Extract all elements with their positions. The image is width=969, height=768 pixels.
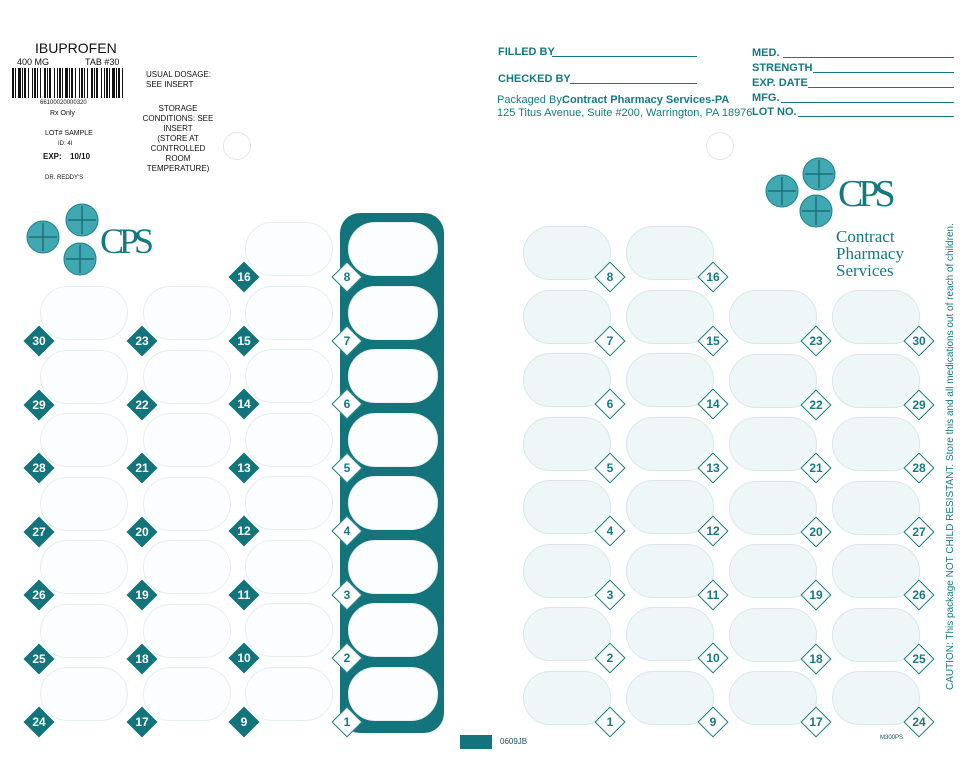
day-number-label: 13 <box>706 460 720 475</box>
form-count: TAB #30 <box>85 57 120 67</box>
storage-conditions: STORAGE CONDITIONS: SEE INSERT (STORE AT CONTROLLED ROOM TEMPERATURE) <box>142 104 214 173</box>
punch-hole-left <box>223 132 251 160</box>
day-number-label: 25 <box>912 651 926 666</box>
day-number-label: 7 <box>606 333 614 348</box>
day-number-label: 12 <box>706 524 720 538</box>
day-number-label: 2 <box>343 651 351 665</box>
day-number-label: 29 <box>32 397 46 412</box>
color-code-bar <box>460 735 492 749</box>
rx-only: Rx Only <box>50 110 75 117</box>
filled-by-label: FILLED BY <box>498 46 555 58</box>
day-number-label: 27 <box>32 524 46 539</box>
cps-monogram-left: CPS <box>100 221 150 261</box>
day-number-label: 21 <box>135 461 149 475</box>
cps-logo-right <box>762 155 842 230</box>
day-number-label: 15 <box>706 333 720 348</box>
day-number-label: 8 <box>343 270 351 284</box>
caution-text: CAUTION: This package NOT CHILD RESISTANT. Store this and all medications out of reach of children. <box>945 223 956 690</box>
lot-number: LOT# SAMPLE <box>45 130 93 137</box>
packager-address: 125 Titus Avenue, Suite #200, Warrington, PA 18976 <box>497 107 753 119</box>
day-number-label: 5 <box>606 460 614 475</box>
packaged-by-prefix: Packaged By: <box>497 94 565 106</box>
manufacturer: DR. REDDY'S <box>45 175 84 181</box>
day-number-label: 22 <box>809 397 823 412</box>
day-number-label: 11 <box>706 587 720 602</box>
day-number-label: 24 <box>32 715 46 729</box>
checked-by-label: CHECKED BY <box>498 73 571 85</box>
day-number-label: 1 <box>606 714 614 729</box>
filled-by-line <box>552 56 697 57</box>
day-number-label: 3 <box>343 587 351 602</box>
lot-no-field-label: LOT NO. <box>752 106 797 118</box>
day-number-label: 6 <box>343 397 351 411</box>
punch-hole-right <box>706 132 734 160</box>
mfg-field-line <box>781 102 954 103</box>
lot-no-field-line <box>798 116 954 117</box>
day-number-label: 8 <box>606 270 614 284</box>
day-number-label: 16 <box>237 270 251 284</box>
day-number-label: 29 <box>912 397 926 412</box>
day-number-label: 26 <box>912 588 926 602</box>
barcode-number: 66100020000320 <box>40 100 87 106</box>
exp-value: 10/10 <box>70 152 91 161</box>
exp-date-field-line <box>808 87 954 88</box>
day-number-label: 21 <box>809 461 823 475</box>
day-number-label: 4 <box>606 524 614 538</box>
med-field-label: MED. <box>752 47 780 59</box>
drug-name: IBUPROFEN <box>35 40 117 56</box>
day-number-label: 23 <box>135 334 149 348</box>
day-number-label: 9 <box>240 714 248 729</box>
exp-label: EXP: <box>43 152 62 161</box>
day-number-label: 10 <box>237 651 251 665</box>
day-number-label: 11 <box>237 587 251 602</box>
day-number-label: 3 <box>606 587 614 602</box>
day-number-label: 20 <box>809 524 823 539</box>
day-number-label: 14 <box>237 397 251 411</box>
day-number-label: 1 <box>343 714 351 729</box>
day-number-label: 4 <box>343 524 351 538</box>
day-number-label: 17 <box>135 715 149 729</box>
logo-text-contract: Contract <box>836 227 895 246</box>
checked-by-line <box>570 83 697 84</box>
strength-field-label: STRENGTH <box>752 62 813 74</box>
id-code: ID: 4I <box>58 141 73 147</box>
day-number-label: 19 <box>809 588 823 602</box>
logo-text-services: Services <box>836 261 894 280</box>
jb-code: 0609JB <box>500 737 528 746</box>
day-number-label: 23 <box>809 334 823 348</box>
day-number-label: 5 <box>343 460 351 475</box>
day-number-label: 12 <box>237 524 251 538</box>
day-number-label: 24 <box>912 715 926 729</box>
day-number-label: 17 <box>809 715 823 729</box>
mfg-field-label: MFG. <box>752 92 780 104</box>
packager-name: Contract Pharmacy Services-PA <box>562 94 730 106</box>
cps-monogram-right: CPS <box>838 173 891 215</box>
drug-strength: 400 MG <box>17 57 50 67</box>
med-field-line <box>783 57 954 58</box>
day-number-label: 20 <box>135 524 149 539</box>
day-number-label: 19 <box>135 588 149 602</box>
day-number-label: 7 <box>343 333 351 348</box>
day-number-label: 9 <box>709 714 717 729</box>
barcode <box>12 68 126 98</box>
day-number-label: 25 <box>32 651 46 666</box>
day-number-label: 15 <box>237 333 251 348</box>
day-number-label: 18 <box>809 651 823 666</box>
logo-text-pharmacy: Pharmacy <box>836 244 904 263</box>
day-number-label: 6 <box>606 397 614 411</box>
day-number-label: 13 <box>237 460 251 475</box>
day-number-label: 14 <box>706 397 720 411</box>
strength-field-line <box>813 72 954 73</box>
day-number-label: 30 <box>32 334 46 348</box>
usual-dosage: USUAL DOSAGE: SEE INSERT <box>146 70 212 89</box>
day-number-label: 2 <box>606 651 614 665</box>
day-number-label: 30 <box>912 334 926 348</box>
day-number-label: 28 <box>32 461 46 475</box>
exp-date-field-label: EXP. DATE <box>752 77 808 89</box>
day-number-label: 16 <box>706 270 720 284</box>
model-code: M300PS <box>880 735 904 741</box>
day-number-label: 10 <box>706 651 720 665</box>
day-number-label: 22 <box>135 397 149 412</box>
day-number-label: 18 <box>135 651 149 666</box>
day-number-label: 28 <box>912 461 926 475</box>
day-number-label: 27 <box>912 524 926 539</box>
day-number-label: 26 <box>32 588 46 602</box>
